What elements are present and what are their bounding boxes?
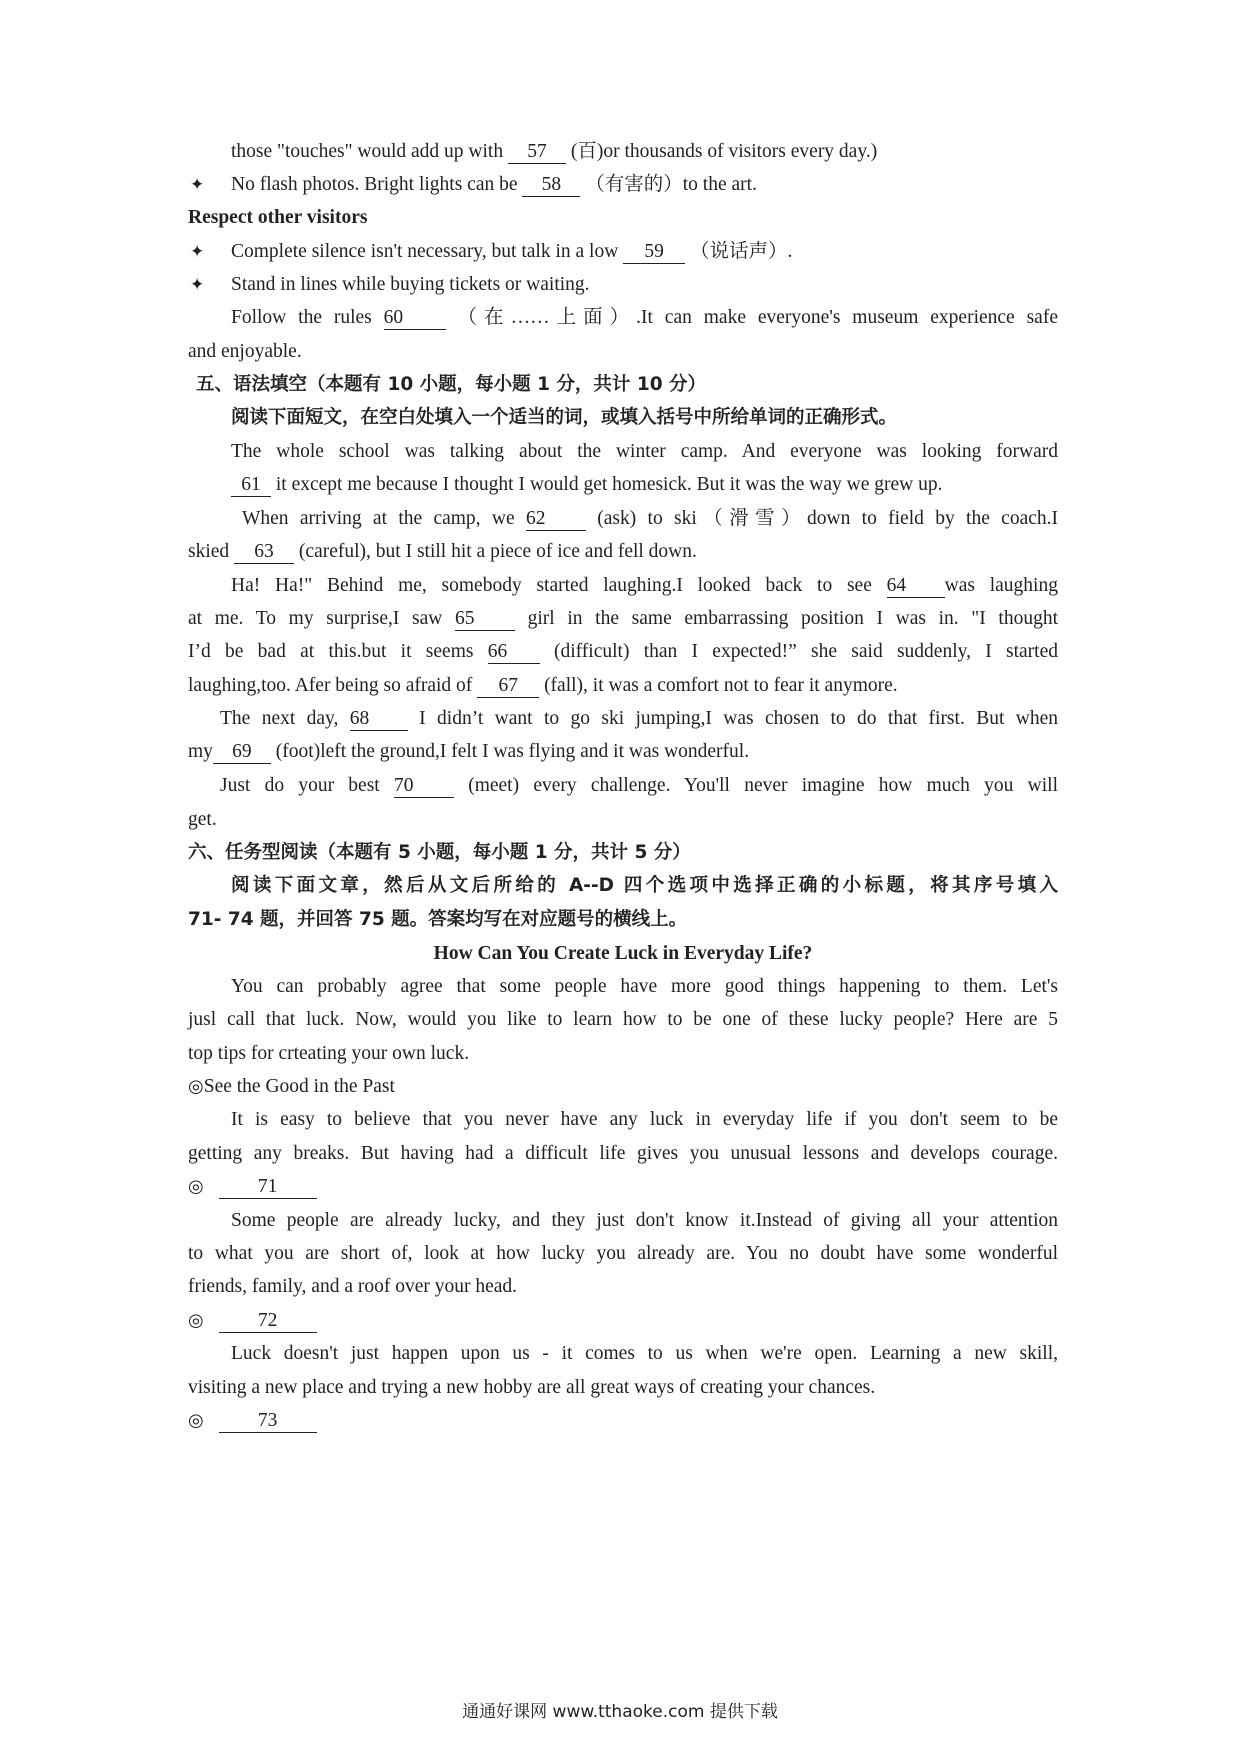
- blank-72[interactable]: 72: [219, 1310, 317, 1333]
- blank-64[interactable]: 64: [887, 575, 945, 598]
- text: （说话声）.: [685, 241, 793, 262]
- text: The next day,: [220, 708, 350, 729]
- blank-60[interactable]: 60: [384, 307, 446, 330]
- section-5-heading: 五、语法填空（本题有 10 小题，每小题 1 分，共计 10 分）: [196, 374, 707, 395]
- passage-line: jusl call that luck. Now, would you like to learn how to be one of these lucky people? Here are 5: [188, 1009, 1058, 1030]
- text: (careful), but I still hit a piece of ice and fell down.: [294, 541, 697, 562]
- passage-line: [231, 471, 1058, 499]
- blank-63[interactable]: 63: [234, 541, 294, 564]
- text: Follow the rules: [231, 307, 384, 328]
- blank-69[interactable]: 69: [213, 741, 271, 764]
- text: Just do your best: [220, 775, 394, 796]
- passage-line: You can probably agree that some people have more good things happening to them. Let's: [231, 976, 1058, 997]
- passage-line: friends, family, and a roof over your head.: [188, 1276, 518, 1297]
- passage-line: Stand in lines while buying tickets or waiting.: [231, 274, 590, 295]
- subheading: [188, 1073, 1058, 1101]
- text: Complete silence isn't necessary, but talk in a low: [231, 241, 624, 262]
- article-title: How Can You Create Luck in Everyday Life?: [433, 943, 813, 964]
- text: (fall), it was a comfort not to fear it anymore.: [539, 675, 898, 696]
- passage-line: [188, 672, 1058, 700]
- passage-line: [188, 638, 1058, 666]
- text: (meet) every challenge. You'll never imagine how much you will: [453, 775, 1058, 796]
- passage-line: visiting a new place and trying a new hobby are all great ways of creating your chances.: [188, 1377, 876, 1398]
- blank-70[interactable]: 70: [394, 775, 454, 798]
- passage-line: top tips for crteating your own luck.: [188, 1043, 470, 1064]
- text: I’d be bad at this.but it seems: [188, 641, 488, 662]
- circle-marker-icon: ◎: [188, 1410, 204, 1431]
- passage-line: [220, 705, 1058, 733]
- text: it except me because I thought I would get homesick. But it was the way we grew up.: [271, 474, 943, 495]
- passage-line: get.: [188, 809, 217, 830]
- text: Ha! Ha!" Behind me, somebody started laughing.I looked back to see: [231, 575, 887, 596]
- answer-line: [188, 1407, 1058, 1435]
- passage-line: [188, 538, 1058, 566]
- blank-61[interactable]: 61: [231, 474, 271, 497]
- passage-line: It is easy to believe that you never have any luck in everyday life if you don't seem to be: [231, 1109, 1058, 1130]
- circle-marker-icon: ◎: [188, 1076, 204, 1097]
- circle-marker-icon: ◎: [188, 1310, 204, 1331]
- passage-line: [242, 505, 1058, 533]
- blank-59[interactable]: 59: [623, 241, 685, 264]
- blank-71[interactable]: 71: [219, 1176, 317, 1199]
- blank-57[interactable]: 57: [508, 141, 566, 164]
- bullet-icon: ✦: [190, 242, 205, 262]
- section-6-instruction: 阅读下面文章，然后从文后所给的 A--D 四个选项中选择正确的小标题，将其序号填入: [231, 875, 1058, 896]
- passage-line: [231, 138, 1058, 166]
- blank-62[interactable]: 62: [526, 508, 586, 531]
- passage-line: [231, 304, 1058, 332]
- text: （有害的）to the art.: [580, 174, 757, 195]
- text: (百)or thousands of visitors every day.): [565, 141, 878, 162]
- passage-line: The whole school was talking about the winter camp. And everyone was looking forward: [231, 441, 1058, 462]
- section-6-heading: 六、任务型阅读（本题有 5 小题，每小题 1 分，共计 5 分）: [188, 842, 691, 863]
- passage-line: [231, 171, 1101, 199]
- text: When arriving at the camp, we: [242, 508, 526, 529]
- blank-67[interactable]: 67: [477, 675, 539, 698]
- text: at me. To my surprise,I saw: [188, 608, 455, 629]
- blank-66[interactable]: 66: [488, 641, 540, 664]
- text: skied: [188, 541, 235, 562]
- text: my: [188, 741, 213, 762]
- passage-line: Luck doesn't just happen upon us - it comes to us when we're open. Learning a new skill,: [231, 1343, 1058, 1364]
- page-footer: 通通好课网 www.tthaoke.com 提供下载: [462, 1702, 778, 1722]
- section-5-instruction: 阅读下面短文，在空白处填入一个适当的词，或填入括号中所给单词的正确形式。: [231, 407, 898, 428]
- text: No flash photos. Bright lights can be: [231, 174, 523, 195]
- passage-line: [220, 772, 1058, 800]
- text: (foot)left the ground,I felt I was flying and it was wonderful.: [270, 741, 750, 762]
- blank-68[interactable]: 68: [350, 708, 408, 731]
- passage-line: [231, 572, 1058, 600]
- passage-line: [188, 738, 1058, 766]
- text: I didn’t want to go ski jumping,I was chosen to do that first. But when: [407, 708, 1058, 729]
- blank-73[interactable]: 73: [219, 1410, 317, 1433]
- section-heading: Respect other visitors: [188, 207, 368, 228]
- blank-65[interactable]: 65: [455, 608, 515, 631]
- text: （在……上面）.It can make everyone's museum experience safe: [445, 307, 1058, 328]
- bullet-icon: ✦: [190, 275, 205, 295]
- text: was laughing: [944, 575, 1058, 596]
- blank-58[interactable]: 58: [522, 174, 580, 197]
- section-6-instruction: 71- 74 题，并回答 75 题。答案均写在对应题号的横线上。: [188, 909, 688, 930]
- passage-line: to what you are short of, look at how lucky you already are. You no doubt have some wonderful: [188, 1243, 1058, 1264]
- passage-line: and enjoyable.: [188, 341, 302, 362]
- passage-line: [188, 605, 1058, 633]
- passage-line: Some people are already lucky, and they just don't know it.Instead of giving all your attention: [231, 1210, 1058, 1231]
- passage-line: getting any breaks. But having had a difficult life gives you unusual lessons and develops courage.: [188, 1143, 1058, 1164]
- text: (difficult) than I expected!” she said suddenly, I started: [539, 641, 1058, 662]
- answer-line: [188, 1173, 1058, 1201]
- passage-line: [231, 238, 1101, 266]
- text: See the Good in the Past: [203, 1076, 395, 1097]
- text: those "touches" would add up with: [231, 141, 508, 162]
- bullet-icon: ✦: [190, 175, 205, 195]
- text: (ask) to ski（滑雪）down to field by the coach.I: [585, 508, 1058, 529]
- circle-marker-icon: ◎: [188, 1176, 204, 1197]
- text: girl in the same embarrassing position I was in. "I thought: [514, 608, 1058, 629]
- text: laughing,too. Afer being so afraid of: [188, 675, 478, 696]
- answer-line: [188, 1307, 1058, 1335]
